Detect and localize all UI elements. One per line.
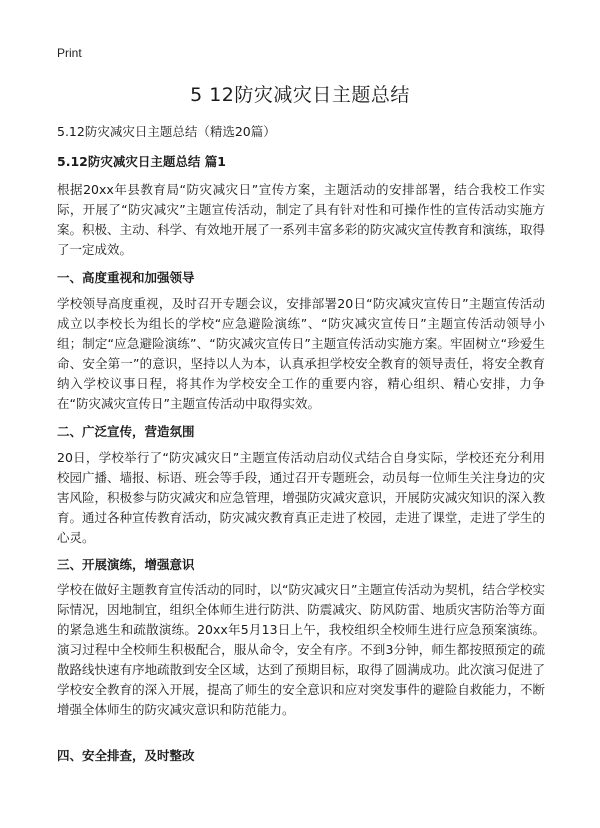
- article-heading: 5.12防灾减灾日主题总结 篇1: [57, 154, 226, 169]
- section-body-1: 学校领导高度重视，及时召开专题会议，安排部署20日“防灾减灾宣传日”主题宣传活动成立以李校长为组长的学校“应急避险演练”、“防灾减灾宣传日”主题宣传活动领导小组；制定“应急避险演练”、“防灾减灾宣传日”主题宣传活动实施方案。牢固树立“珍爱生命、安全第一”的意识，坚持以人为本，认真承担学校安全教育的领导责任，将安全教育纳入学校议事日程，将其作为学校安全工作的重要内容，精心组织、精心安排，力争在“防灾减灾宣传日”主题宣传活动中取得实效。: [57, 296, 545, 411]
- section-heading-2: 二、广泛宣传，营造氛围: [57, 424, 195, 439]
- intro-paragraph: 根据20xx年县教育局“防灾减灾日”宣传方案，主题活动的安排部署，结合我校工作实际，开展了“防灾减灾”主题宣传活动，制定了具有针对性和可操作性的宣传活动实施方案。积极、主动、科学、有效地开展了一系列丰富多彩的防灾减灾宣传教育和演练，取得了一定成效。: [57, 182, 545, 257]
- section-body-3: 学校在做好主题教育宣传活动的同时，以“防灾减灾日”主题宣传活动为契机，结合学校实际情况，因地制宜，组织全体师生进行防洪、防震减灾、防风防雷、地质灾害防治等方面的紧急逃生和疏散演练。20xx年5月13日上午，我校组织全校师生进行应急预案演练。演习过程中全校师生积极配合，服从命令，安全有序。不到3分钟，师生都按照预定的疏散路线快速有序地疏散到安全区域，达到了预期目标，取得了圆满成功。此次演习促进了学校安全教育的深入开展，提高了师生的安全意识和应对突发事件的避险自救能力，不断增强全体师生的防灾减灾意识和防范能力。: [57, 582, 545, 717]
- page-title: 5 12防灾减灾日主题总结: [190, 84, 410, 106]
- section-heading-1: 一、高度重视和加强领导: [57, 270, 195, 285]
- section-heading-4: 四、安全排查，及时整改: [57, 748, 195, 763]
- section-body-2: 20日，学校举行了“防灾减灾日”主题宣传活动启动仪式结合自身实际，学校还充分利用校园广播、墙报、标语、班会等手段，通过召开专题班会，动员每一位师生关注身边的灾害风险，积极参与防灾减灾和应急管理，增强防灾减灾意识，开展防灾减灾知识的深入教育。通过各种宣传教育活动，防灾减灾教育真正走进了校园，走进了课堂，走进了学生的心灵。: [57, 450, 545, 545]
- subtitle: 5.12防灾减灾日主题总结（精选20篇）: [57, 124, 276, 139]
- print-link[interactable]: Print: [57, 46, 82, 60]
- section-heading-3: 三、开展演练，增强意识: [57, 557, 195, 572]
